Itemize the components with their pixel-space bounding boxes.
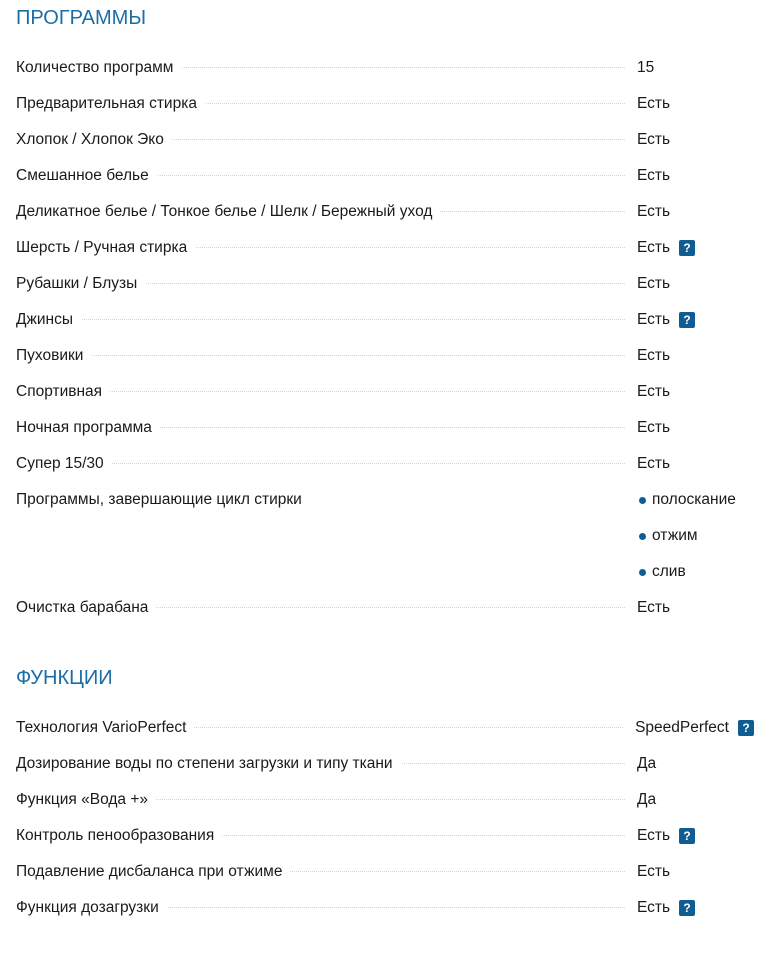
spec-value: Есть	[637, 95, 671, 112]
spec-value: Есть	[637, 419, 671, 436]
spec-label: Спортивная	[16, 383, 110, 400]
spec-value: Есть	[637, 203, 671, 220]
spec-label: Ночная программа	[16, 419, 160, 436]
spec-value: Есть	[637, 311, 671, 328]
programs-title: ПРОГРАММЫ	[16, 7, 147, 29]
spec-row	[16, 890, 754, 926]
spec-value: Есть	[637, 239, 671, 256]
spec-label: Технология VarioPerfect	[16, 719, 194, 736]
help-icon[interactable]: ?	[679, 900, 695, 916]
spec-value: Есть	[637, 131, 671, 148]
spec-row-finishing	[16, 482, 754, 518]
spec-row	[16, 746, 754, 782]
spec-row	[16, 338, 754, 374]
spec-value: Есть	[637, 383, 671, 400]
spec-value: 15	[637, 59, 655, 76]
spec-row	[16, 818, 754, 854]
spec-label: Пуховики	[16, 347, 91, 364]
spec-label: Подавление дисбаланса при отжиме	[16, 863, 290, 880]
spec-row	[16, 782, 754, 818]
spec-row	[16, 266, 754, 302]
spec-row	[16, 710, 754, 746]
bullet-icon	[639, 569, 646, 576]
spec-value: Есть	[637, 827, 671, 844]
spec-value: SpeedPerfect	[635, 719, 729, 736]
spec-label: Количество программ	[16, 59, 181, 76]
spec-row	[16, 410, 754, 446]
spec-row	[16, 302, 754, 338]
spec-row	[16, 194, 754, 230]
finishing-item: отжим	[652, 527, 698, 544]
spec-label: Супер 15/30	[16, 455, 112, 472]
help-icon[interactable]: ?	[679, 828, 695, 844]
spec-label: Рубашки / Блузы	[16, 275, 145, 292]
spec-row-finishing	[16, 554, 754, 590]
help-icon[interactable]: ?	[679, 240, 695, 256]
spec-row	[16, 446, 754, 482]
bullet-icon	[639, 533, 646, 540]
bullet-icon	[639, 497, 646, 504]
spec-label: Программы, завершающие цикл стирки	[16, 491, 310, 508]
functions-title: ФУНКЦИИ	[16, 667, 113, 689]
spec-value: Да	[637, 755, 657, 772]
spec-label: Шерсть / Ручная стирка	[16, 239, 195, 256]
spec-label: Хлопок / Хлопок Эко	[16, 131, 172, 148]
spec-row	[16, 590, 754, 626]
finishing-item: полоскание	[652, 491, 736, 508]
spec-label: Дозирование воды по степени загрузки и типу ткани	[16, 755, 401, 772]
spec-label: Смешанное белье	[16, 167, 157, 184]
spec-row	[16, 50, 754, 86]
spec-value: Есть	[637, 347, 671, 364]
spec-label: Функция дозагрузки	[16, 899, 167, 916]
spec-label: Контроль пенообразования	[16, 827, 222, 844]
finishing-item: слив	[652, 563, 686, 580]
spec-row	[16, 86, 754, 122]
spec-value: Есть	[637, 167, 671, 184]
spec-value: Есть	[637, 275, 671, 292]
spec-label: Функция «Вода +»	[16, 791, 156, 808]
spec-value: Есть	[637, 455, 671, 472]
spec-row	[16, 158, 754, 194]
spec-value: Есть	[637, 899, 671, 916]
spec-value: Есть	[637, 599, 671, 616]
spec-label: Джинсы	[16, 311, 81, 328]
spec-row	[16, 230, 754, 266]
spec-row	[16, 374, 754, 410]
functions-list	[16, 710, 754, 926]
spec-row	[16, 854, 754, 890]
help-icon[interactable]: ?	[738, 720, 754, 736]
spec-label: Деликатное белье / Тонкое белье / Шелк / Бережный уход	[16, 203, 440, 220]
spec-label: Предварительная стирка	[16, 95, 205, 112]
spec-value: Есть	[637, 863, 671, 880]
spec-row-finishing	[16, 518, 754, 554]
spec-label: Очистка барабана	[16, 599, 156, 616]
help-icon[interactable]: ?	[679, 312, 695, 328]
programs-list	[16, 50, 754, 626]
spec-value: Да	[637, 791, 657, 808]
spec-row	[16, 122, 754, 158]
